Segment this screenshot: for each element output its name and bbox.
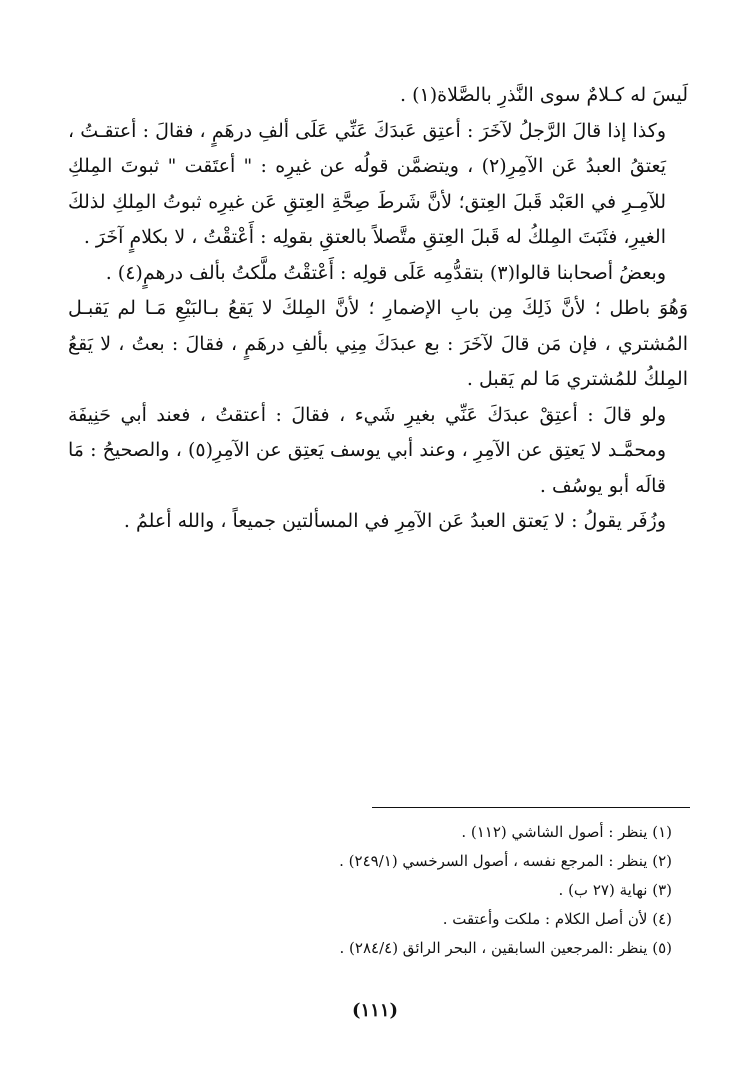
footnote-1: (١) ينظر : أصول الشاشي (١١٢) . xyxy=(461,823,672,841)
paragraph-5: ولو قالَ : أعتِقْ عبدَكَ عَنِّي بغيرِ شَيء ، فقالَ : أعتقتُ ، فعند أبي حَنِيفَة ومحمَّـد لا يَعتِق عن الآمِرِ ، وعند أبي يوسف يَعتِق عن الآمِرِ(٥) ، والصحيحُ : مَا قالَه أبو يوسُف . xyxy=(68,403,666,497)
paragraph-3: وبعضُ أصحابنا قالوا(٣) بتقدُّمِه عَلَى قولِه : أَعْتقْتُ ملَّكتُ بألف درهمٍ(٤) . xyxy=(105,261,666,284)
footnotes xyxy=(200,818,672,963)
main-text xyxy=(68,78,688,540)
footnote-3: (٣) نهاية (٢٧ ب) . xyxy=(558,881,672,899)
paragraph-6: وزُفَر يقولُ : لا يَعتق العبدُ عَن الآمِرِ في المسألتين جميعاً ، والله أعلمُ . xyxy=(123,510,666,532)
paragraph-1: لَيسَ له كـلامٌ سوى النَّذرِ بالصَّلاة(١) . xyxy=(400,84,688,106)
footnote-5: (٥) ينظر :المرجعين السابقين ، البحر الرائق (٢٨٤/٤) . xyxy=(339,939,672,957)
paragraph-4: وَهُوَ باطل ؛ لأنَّ ذَلِكَ مِن بابِ الإضمارِ ؛ لأنَّ المِلكَ لا يَقعُ بـالبَيْعِ مَـا لم يَقبـل المُشتري ، فإن مَن قالَ لآخَرَ : بع عبدَكَ مِنِي بألفِ درهَمٍ ، فقالَ : بعتُ ، لا يَقعُ المِلكُ للمُشتري مَا لم يَقبل . xyxy=(68,297,688,390)
paragraph-2: وكذا إذا قالَ الرَّجلُ لآخَرَ : أعتِق عَبدَكَ عَنِّي عَلَى ألفِ درهَمٍ ، فقالَ : أعتقـتُ ، يَعتقُ العبدُ عَن الآمِرِ(٢) ، ويتضمَّن قولُه عن غيرِه : " أعتَقت " ثبوتَ المِلكِ للآمِـرِ في العَبْد قَبلَ العِتق؛ لأنَّ شَرطَ صِحَّةِ العِتقِ عَن غيرِه ثبوتُ المِلكِ لذلكَ الغيرِ، فثَبَتَ المِلكُ له قَبلَ العِتقِ متَّصلاً بالعتقِ بقولِه : أَعْتقْتُ ، لا بكلامٍ آخَرَ . xyxy=(68,119,666,248)
footnote-2: (٢) ينظر : المرجع نفسه ، أصول السرخسي (٢٤٩/١) . xyxy=(339,852,672,870)
footnote-4: (٤) لأن أصل الكلام : ملكت وأعتقت . xyxy=(442,910,672,928)
footnote-separator xyxy=(372,807,690,808)
page-number: (١١١) xyxy=(351,1000,399,1021)
